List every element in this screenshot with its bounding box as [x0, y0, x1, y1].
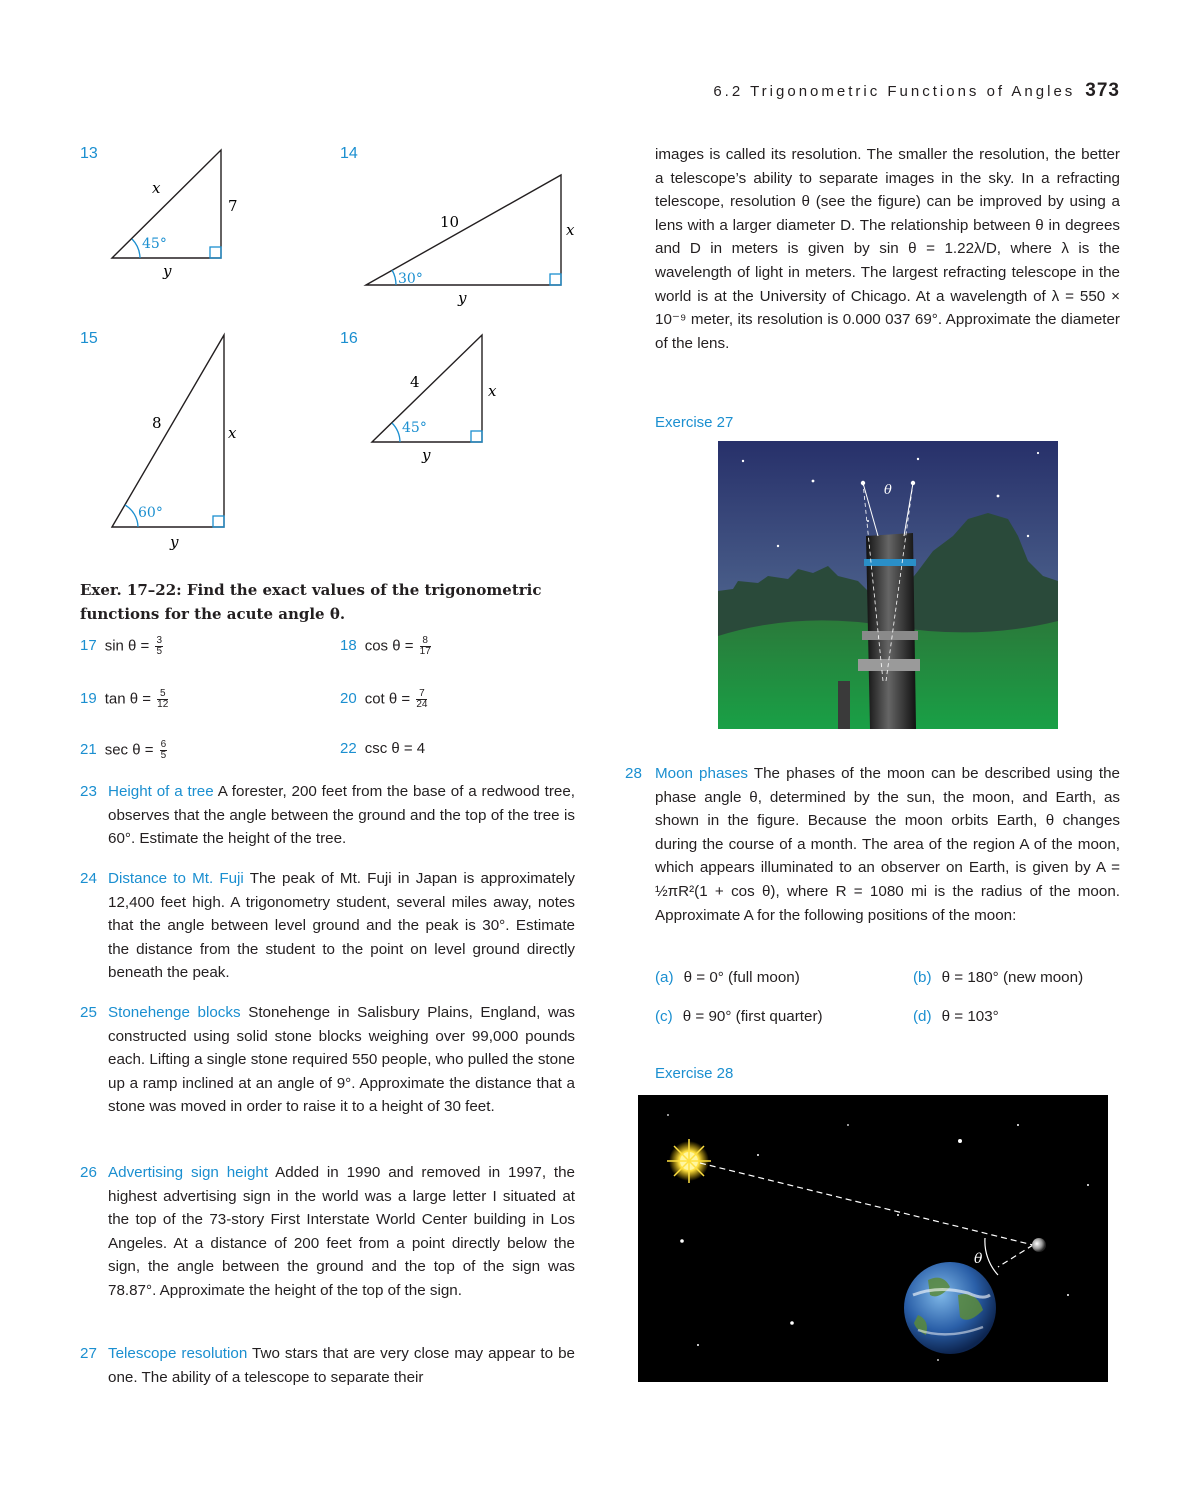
function-expr: sec θ =: [104, 741, 158, 759]
adj-label: y: [163, 262, 172, 280]
fraction: $\frac{6}{5}$: [160, 739, 167, 761]
exercise-25: 25 Stonehenge blocks Stonehenge in Salisbury Plains, England, was constructed using solid stone blocks weighing over 99,000 pounds each. Lifting a single stone required 550 people, who pulled the stone up a ramp inclined at an angle of 9°. Approximate the distance that a stone was moved in order to raise it to a height of 30 feet.: [80, 1004, 575, 1116]
angle-label: 45°: [142, 236, 167, 252]
option-d: (d) θ = 103°: [913, 1008, 999, 1025]
exercise-title: Stonehenge blocks: [108, 1004, 241, 1021]
hyp-label: 4: [410, 373, 420, 391]
fraction: $\frac{3}{5}$: [156, 635, 163, 657]
exercise-heading: Exer. 17–22: Find the exact values of the trigonometric functions for the acute angle θ.: [80, 581, 542, 623]
fraction: $\frac{7}{24}$: [416, 688, 428, 710]
exercise-number: 18: [340, 637, 357, 655]
exercise-title: Distance to Mt. Fuji: [108, 870, 244, 887]
triangle-figure-15: [100, 325, 250, 555]
opp-label: 7: [228, 197, 238, 215]
exercise-24: 24 Distance to Mt. Fuji The peak of Mt. Fuji in Japan is approximately 12,400 feet high. A trigonometry student, several miles away, notes that the angle between level ground and the peak is 30°. Estimate the distance from the student to the point on level ground directly beneath the peak.: [80, 870, 575, 982]
exercise-20: [340, 689, 427, 710]
exercise-number: 20: [340, 690, 357, 708]
function-expr: tan θ =: [104, 690, 156, 708]
exercise-17: [80, 636, 163, 657]
hyp-label: x: [152, 179, 161, 197]
exercise-18: [340, 636, 431, 657]
exercise-number: 22: [340, 740, 357, 757]
exercise-27: 27 Telescope resolution Two stars that are very close may appear to be one. The ability of a telescope to separate their: [80, 1345, 575, 1386]
adj-label: y: [422, 446, 431, 464]
fraction: $\frac{8}{17}$: [419, 635, 431, 657]
exercise-23: 23 Height of a tree A forester, 200 feet from the base of a redwood tree, observes that the angle between the ground and the top of the tree is 60°. Estimate the height of the tree.: [80, 783, 576, 848]
section-title: 6.2 Trigonometric Functions of Angles: [713, 83, 1076, 100]
exercise-21: [80, 740, 167, 761]
angle-label: 60°: [138, 505, 163, 521]
theta-label: θ: [974, 1251, 983, 1267]
exercise-number: 21: [80, 741, 97, 759]
exercise-title: Moon phases: [655, 765, 749, 782]
triangle-figure-14: [358, 165, 583, 310]
opp-label: x: [228, 424, 237, 442]
hyp-label: 10: [440, 213, 460, 231]
telescope-illustration: [718, 441, 1058, 729]
figure-16-number: 16: [340, 330, 358, 347]
opp-label: x: [488, 382, 497, 400]
option-c: (c) θ = 90° (first quarter): [655, 1008, 823, 1025]
exercise-title: Advertising sign height: [108, 1164, 269, 1181]
exercise-27-continuation: images is called its resolution. The smaller the resolution, the better a telescope’s ability to separate images in the sky. In a refracting telescope, resolution θ (see the figure) can be improved by using a lens with a larger diameter D. The relationship between θ in degrees and D in meters is given by sin θ = 1.22λ/D, where λ is the wavelength of light in meters. The largest refracting telescope in the world is at the University of Chicago. At a wavelength of λ = 550 × 10⁻⁹ meter, its resolution is 0.000 037 69°. Approximate the diameter of the lens.: [655, 146, 1120, 352]
angle-label: 45°: [402, 420, 427, 436]
option-b: (b) θ = 180° (new moon): [913, 969, 1084, 986]
figure-caption-27: Exercise 27: [655, 414, 734, 431]
exercise-19: [80, 689, 168, 710]
figure-15-number: 15: [80, 330, 98, 347]
angle-label: 30°: [398, 271, 423, 287]
exercise-22: [340, 740, 425, 757]
triangle-figure-16: [362, 325, 512, 470]
figure-13-number: 13: [80, 145, 98, 162]
running-header: [640, 80, 1120, 102]
exercise-title: Height of a tree: [108, 783, 214, 800]
function-expr: sin θ =: [104, 637, 154, 655]
theta-label: θ: [884, 483, 892, 498]
exercise-number: 17: [80, 637, 97, 655]
exercise-number: 19: [80, 690, 97, 708]
function-expr: cos θ =: [364, 637, 418, 655]
function-expr: csc θ = 4: [364, 740, 426, 757]
adj-label: y: [458, 289, 467, 307]
fraction: $\frac{5}{12}$: [157, 688, 169, 710]
exercise-26: 26 Advertising sign height Added in 1990 and removed in 1997, the highest advertising sign in the world was a large letter I situated at the top of the 73-story First Interstate World Center building in Los Angeles. At a distance of 200 feet from a point directly below the sign, the angle between the ground and the top of the sign was 78.87°. Approximate the height of the top of the sign.: [80, 1164, 576, 1299]
adj-label: y: [170, 533, 179, 551]
page-number: 373: [1085, 80, 1120, 101]
hyp-label: 8: [152, 414, 162, 432]
exercise-28: 28 Moon phases The phases of the moon can be described using the phase angle θ, determined by the sun, the moon, and Earth, as shown in the figure. Because the moon orbits Earth, θ changes during the course of a month. The area of the region A of the moon, which appears illuminated to an observer on Earth, is given by A = ½πR²(1 + cos θ), where R = 1080 mi is the radius of the moon. Approximate A for the following positions of the moon:: [625, 765, 1120, 924]
option-a: (a) θ = 0° (full moon): [655, 969, 800, 986]
exercise-title: Telescope resolution: [108, 1345, 248, 1362]
moon-phase-illustration: [638, 1095, 1108, 1382]
triangle-figure-13: [100, 140, 240, 285]
figure-caption-28: Exercise 28: [655, 1065, 734, 1082]
function-expr: cot θ =: [364, 690, 415, 708]
opp-label: x: [566, 221, 575, 239]
figure-14-number: 14: [340, 145, 358, 162]
